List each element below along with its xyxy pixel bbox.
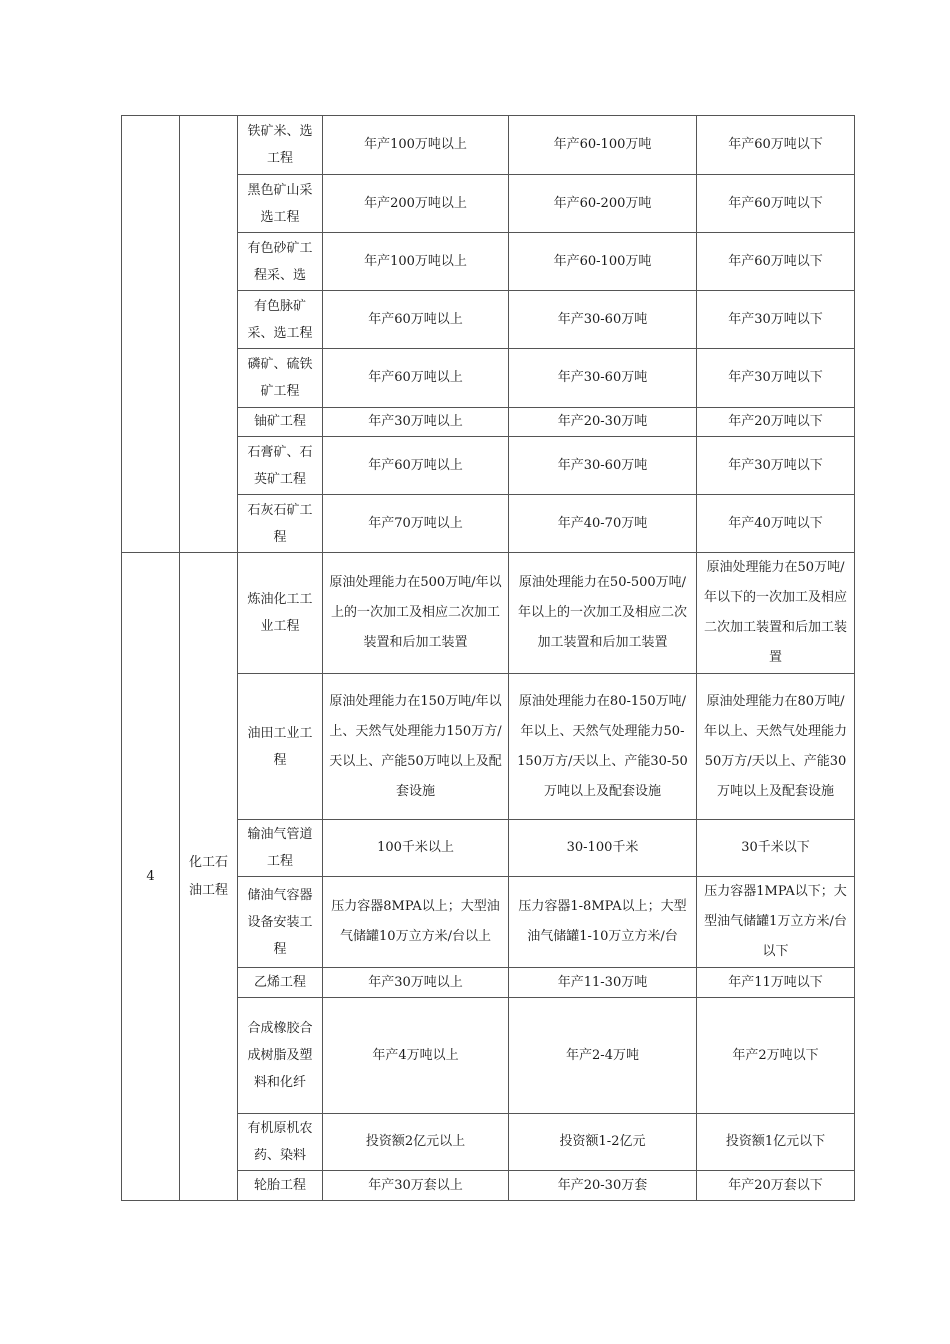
project-name: 有机原机农药、染料 xyxy=(238,1114,323,1171)
project-name: 有色脉矿采、选工程 xyxy=(238,291,323,349)
small-scale-value: 压力容器1MPA以下；大型油气储罐1万立方米/台以下 xyxy=(697,877,855,968)
small-scale-value: 年产11万吨以下 xyxy=(697,968,855,998)
category-cell-blank xyxy=(180,116,238,553)
large-scale-value: 年产60万吨以上 xyxy=(323,349,509,408)
project-name: 合成橡胶合成树脂及塑料和化纤 xyxy=(238,998,323,1114)
small-scale-value: 年产30万吨以下 xyxy=(697,437,855,495)
large-scale-value: 年产70万吨以上 xyxy=(323,495,509,553)
medium-scale-value: 投资额1-2亿元 xyxy=(509,1114,697,1171)
large-scale-value: 年产60万吨以上 xyxy=(323,291,509,349)
medium-scale-value: 年产60-200万吨 xyxy=(509,175,697,233)
project-name: 乙烯工程 xyxy=(238,968,323,998)
medium-scale-value: 年产20-30万吨 xyxy=(509,408,697,437)
medium-scale-value: 年产30-60万吨 xyxy=(509,437,697,495)
project-name: 铀矿工程 xyxy=(238,408,323,437)
medium-scale-value: 原油处理能力在50-500万吨/年以上的一次加工及相应二次加工装置和后加工装置 xyxy=(509,553,697,674)
small-scale-value: 原油处理能力在50万吨/年以下的一次加工及相应二次加工装置和后加工装置 xyxy=(697,553,855,674)
medium-scale-value: 年产60-100万吨 xyxy=(509,116,697,175)
large-scale-value: 年产30万吨以上 xyxy=(323,408,509,437)
large-scale-value: 年产4万吨以上 xyxy=(323,998,509,1114)
small-scale-value: 年产40万吨以下 xyxy=(697,495,855,553)
large-scale-value: 100千米以上 xyxy=(323,820,509,877)
large-scale-value: 原油处理能力在150万吨/年以上、天然气处理能力150万方/天以上、产能50万吨以上及配套设施 xyxy=(323,674,509,820)
medium-scale-value: 年产2-4万吨 xyxy=(509,998,697,1114)
medium-scale-value: 压力容器1-8MPA以上；大型油气储罐1-10万立方米/台 xyxy=(509,877,697,968)
small-scale-value: 年产20万吨以下 xyxy=(697,408,855,437)
medium-scale-value: 年产40-70万吨 xyxy=(509,495,697,553)
small-scale-value: 年产30万吨以下 xyxy=(697,291,855,349)
section-index: 4 xyxy=(122,553,180,1201)
large-scale-value: 年产60万吨以上 xyxy=(323,437,509,495)
large-scale-value: 原油处理能力在500万吨/年以上的一次加工及相应二次加工装置和后加工装置 xyxy=(323,553,509,674)
small-scale-value: 原油处理能力在80万吨/年以上、天然气处理能力50万方/天以上、产能30万吨以上及配套设施 xyxy=(697,674,855,820)
medium-scale-value: 年产11-30万吨 xyxy=(509,968,697,998)
project-name: 有色砂矿工程采、选 xyxy=(238,233,323,291)
table-row xyxy=(122,553,855,674)
large-scale-value: 年产200万吨以上 xyxy=(323,175,509,233)
section-category: 化工石油工程 xyxy=(180,553,238,1201)
project-name: 黑色矿山采选工程 xyxy=(238,175,323,233)
small-scale-value: 年产60万吨以下 xyxy=(697,175,855,233)
project-name: 炼油化工工业工程 xyxy=(238,553,323,674)
large-scale-value: 年产30万套以上 xyxy=(323,1171,509,1201)
project-name: 储油气容器设备安装工程 xyxy=(238,877,323,968)
small-scale-value: 年产2万吨以下 xyxy=(697,998,855,1114)
medium-scale-value: 30-100千米 xyxy=(509,820,697,877)
project-scale-table xyxy=(121,115,855,1201)
medium-scale-value: 年产60-100万吨 xyxy=(509,233,697,291)
project-name: 铁矿米、选工程 xyxy=(238,116,323,175)
large-scale-value: 投资额2亿元以上 xyxy=(323,1114,509,1171)
large-scale-value: 年产100万吨以上 xyxy=(323,233,509,291)
project-name: 磷矿、硫铁矿工程 xyxy=(238,349,323,408)
project-name: 轮胎工程 xyxy=(238,1171,323,1201)
small-scale-value: 投资额1亿元以下 xyxy=(697,1114,855,1171)
large-scale-value: 年产100万吨以上 xyxy=(323,116,509,175)
index-cell-blank xyxy=(122,116,180,553)
medium-scale-value: 年产30-60万吨 xyxy=(509,291,697,349)
project-name: 石灰石矿工程 xyxy=(238,495,323,553)
small-scale-value: 年产20万套以下 xyxy=(697,1171,855,1201)
small-scale-value: 30千米以下 xyxy=(697,820,855,877)
medium-scale-value: 原油处理能力在80-150万吨/年以上、天然气处理能力50-150万方/天以上、产能30-50万吨以上及配套设施 xyxy=(509,674,697,820)
large-scale-value: 压力容器8MPA以上；大型油气储罐10万立方米/台以上 xyxy=(323,877,509,968)
medium-scale-value: 年产20-30万套 xyxy=(509,1171,697,1201)
small-scale-value: 年产60万吨以下 xyxy=(697,116,855,175)
large-scale-value: 年产30万吨以上 xyxy=(323,968,509,998)
table-row xyxy=(122,116,855,175)
medium-scale-value: 年产30-60万吨 xyxy=(509,349,697,408)
project-name: 油田工业工程 xyxy=(238,674,323,820)
small-scale-value: 年产30万吨以下 xyxy=(697,349,855,408)
project-name: 输油气管道工程 xyxy=(238,820,323,877)
project-name: 石膏矿、石英矿工程 xyxy=(238,437,323,495)
small-scale-value: 年产60万吨以下 xyxy=(697,233,855,291)
